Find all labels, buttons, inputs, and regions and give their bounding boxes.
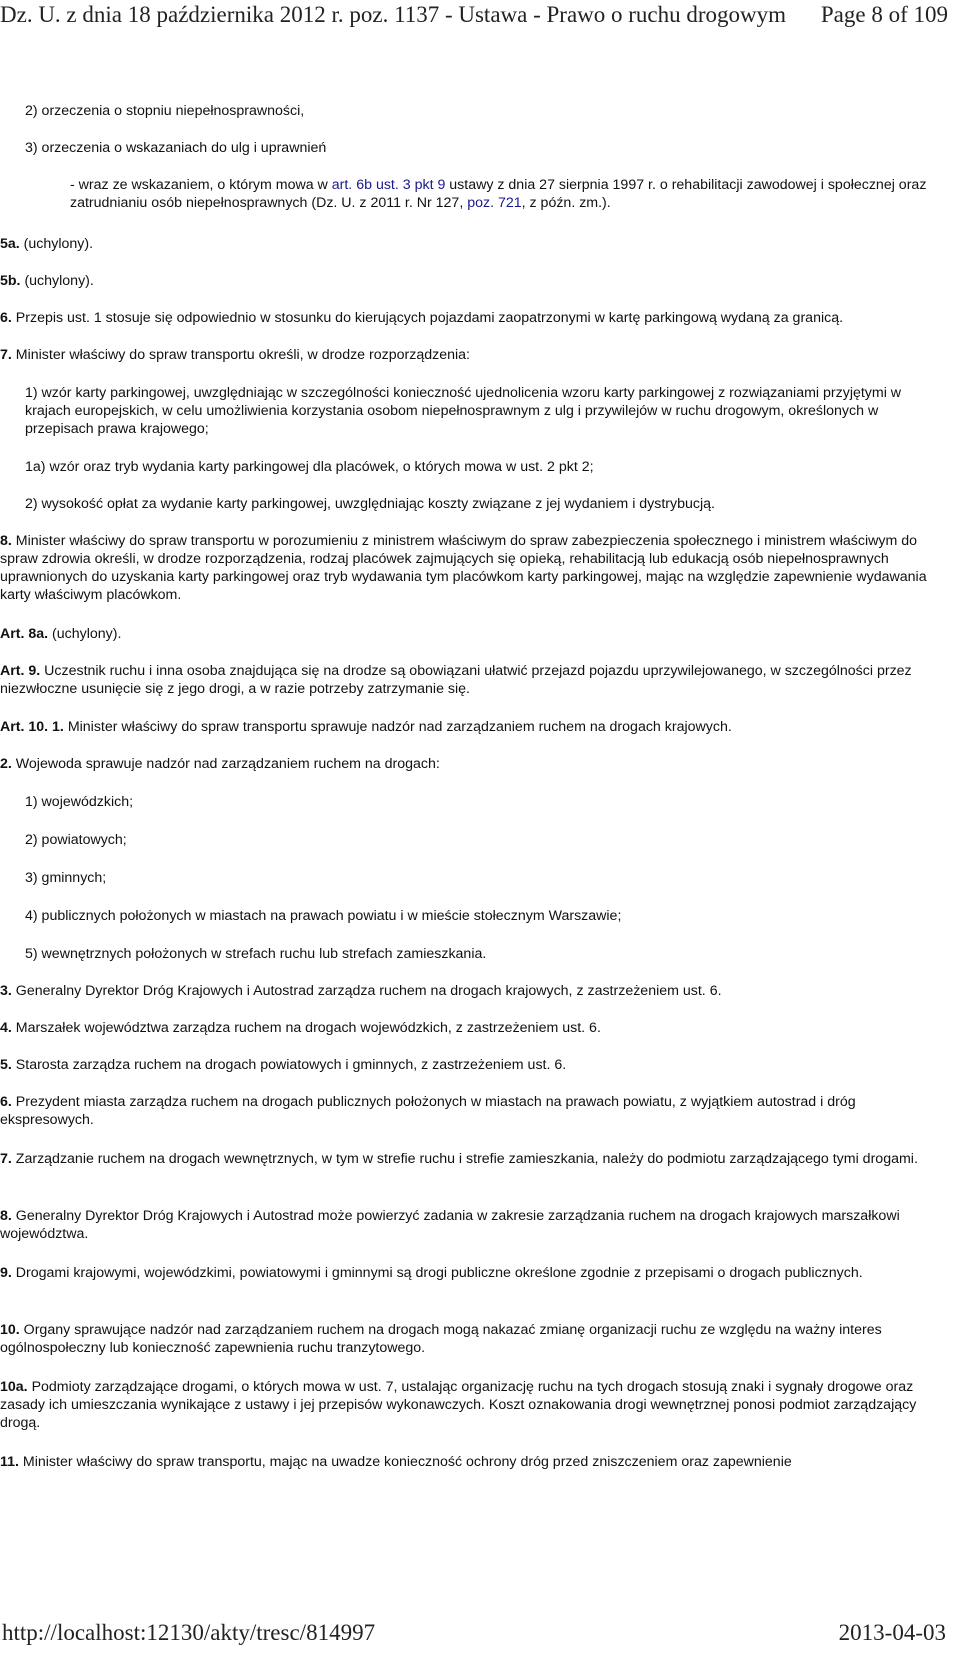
list-item: 4) publicznych położonych w miastach na prawach powiatu i w mieście stołecznym Warszawie; — [25, 908, 622, 924]
paragraph-number: 7. — [0, 347, 12, 363]
link-ust-3-pkt-9[interactable]: ust. 3 pkt 9 — [375, 177, 446, 193]
text: ustawy z dnia 27 sierpnia 1997 r. o rehabilitacji zawodowej i społecznej oraz zatrudnianiu osób niepełnosprawnych (Dz. U. z 2011 r. Nr 127, — [70, 177, 927, 211]
page-number: Page 8 of 109 — [820, 2, 948, 27]
text: - wraz ze wskazaniem, o którym mowa w — [70, 177, 332, 193]
paragraph-text: Zarządzanie ruchem na drogach wewnętrznych, w tym w strefie ruchu i strefie zamieszkania, należy do podmiotu zarządzającego tymi drogami. — [11, 1151, 918, 1167]
link-poz-721[interactable]: poz. 721 — [467, 195, 522, 211]
document-title: Dz. U. z dnia 18 października 2012 r. poz. 1137 - Ustawa - Prawo o ruchu drogowym — [0, 2, 787, 27]
paragraph-number: 11. — [0, 1454, 19, 1470]
list-item: 2) powiatowych; — [25, 832, 127, 848]
paragraph-number: 8. — [0, 533, 12, 549]
paragraph-text: Prezydent miasta zarządza ruchem na drogach publicznych położonych w miastach na prawach powiatu, z wyjątkiem autostrad i dróg ekspresowych. — [0, 1094, 856, 1128]
paragraph-text: Organy sprawujące nadzór nad zarządzaniem ruchem na drogach mogą nakazać zmianę organizacji ruchu ze względu na ważny interes ogólnospołeczny lub konieczność zapewnienia ruchu tranzytowego. — [0, 1322, 882, 1356]
paragraph-10-2 — [0, 755, 945, 773]
paragraph-number: 7. — [0, 1151, 12, 1167]
paragraph-text: Minister właściwy do spraw transportu, mając na uwadze konieczność ochrony dróg przed zniszczeniem oraz zapewnienie — [18, 1454, 792, 1470]
article-10 — [0, 718, 945, 736]
list-item: 1) wojewódzkich; — [25, 794, 134, 810]
paragraph-text: Przepis ust. 1 stosuje się odpowiednio w stosunku do kierujących pojazdami zaopatrzonymi w kartę parkingową wydaną za granicą. — [11, 310, 844, 326]
paragraph-number: 6. — [0, 1094, 12, 1110]
paragraph-10-6 — [0, 1093, 945, 1129]
paragraph-text: Generalny Dyrektor Dróg Krajowych i Autostrad zarządza ruchem na drogach krajowych, z zastrzeżeniem ust. 6. — [11, 983, 722, 999]
paragraph-number: 5. — [0, 1057, 12, 1073]
print-date: 2013-04-03 — [838, 1620, 946, 1645]
paragraph-wraz — [70, 176, 945, 212]
article-number: Art. 9. — [0, 663, 41, 679]
paragraph-number: 9. — [0, 1265, 12, 1281]
paragraph-8 — [0, 532, 945, 604]
text: , z późn. zm.). — [521, 195, 611, 211]
paragraph-number: 10a. — [0, 1379, 28, 1395]
paragraph-number: 5b. — [0, 273, 21, 289]
paragraph-10-5 — [0, 1056, 945, 1074]
paragraph-number: 3. — [0, 983, 12, 999]
page-footer — [0, 1620, 960, 1646]
paragraph-text: Drogami krajowymi, wojewódzkimi, powiatowymi i gminnymi są drogi publiczne określone zgodnie z przepisami o drogach publicznych. — [11, 1265, 863, 1281]
page-header — [0, 2, 960, 28]
article-8a — [0, 625, 945, 643]
paragraph-text: Minister właściwy do spraw transportu określi, w drodze rozporządzenia: — [11, 347, 470, 363]
paragraph-10-3 — [0, 982, 945, 1000]
paragraph-number: 5a. — [0, 236, 20, 252]
list-item: 3) orzeczenia o wskazaniach do ulg i uprawnień — [25, 140, 327, 156]
paragraph-10-4 — [0, 1019, 945, 1037]
paragraph-text: Wojewoda sprawuje nadzór nad zarządzaniem ruchem na drogach: — [11, 756, 440, 772]
paragraph-7 — [0, 346, 945, 364]
paragraph-10-11 — [0, 1453, 945, 1471]
paragraph-text: (uchylony). — [19, 236, 94, 252]
list-item: 2) orzeczenia o stopniu niepełnosprawności, — [25, 103, 305, 119]
paragraph-number: 10. — [0, 1322, 20, 1338]
paragraph-10-8 — [0, 1207, 945, 1243]
paragraph-10-10a — [0, 1378, 945, 1432]
paragraph-number: 6. — [0, 310, 12, 326]
paragraph-5b — [0, 272, 945, 290]
paragraph-text: Starosta zarządza ruchem na drogach powiatowych i gminnych, z zastrzeżeniem ust. 6. — [11, 1057, 567, 1073]
paragraph-text: Podmioty zarządzające drogami, o których mowa w ust. 7, ustalając organizację ruchu na tych drogach stosują znaki i sygnały drogowe oraz zasady ich umieszczania wynikające z ustawy i jej przepisów wykonawczych. Koszt oznakowania drogi wewnętrznej ponosi podmiot zarządzający drogą. — [0, 1379, 917, 1431]
article-text: Uczestnik ruchu i inna osoba znajdująca się na drodze są obowiązani ułatwić przejazd pojazdu uprzywilejowanego, w szczególności przez niezwłoczne usunięcie się z jego drogi, a w razie potrzeby zatrzymanie się. — [0, 663, 912, 697]
list-item: 1) wzór karty parkingowej, uwzględniając w szczególności konieczność ujednolicenia wzoru karty parkingowej z rozwiązaniami przyjętymi w krajach europejskich, w celu umożliwienia korzystania osobom niepełnosprawnym z ulg i przywilejów w ruchu drogowym, określonych w przepisach prawa krajowego; — [25, 385, 902, 437]
article-text: (uchylony). — [48, 626, 122, 642]
link-art-6b[interactable]: art. 6b — [331, 177, 372, 193]
paragraph-text: Generalny Dyrektor Dróg Krajowych i Autostrad może powierzyć zadania w zakresie zarządzania ruchem na drogach krajowych marszałkowi województwa. — [0, 1208, 900, 1242]
document-url: http://localhost:12130/akty/tresc/814997 — [2, 1620, 376, 1645]
paragraph-text: (uchylony). — [20, 273, 94, 289]
list-item: 5) wewnętrznych położonych w strefach ruchu lub strefach zamieszkania. — [25, 946, 487, 962]
paragraph-10-7 — [0, 1150, 945, 1168]
paragraph-6 — [0, 309, 945, 327]
article-text: Minister właściwy do spraw transportu sprawuje nadzór nad zarządzaniem ruchem na drogach krajowych. — [63, 719, 732, 735]
paragraph-5a — [0, 235, 945, 253]
article-number: Art. 10. 1. — [0, 719, 64, 735]
paragraph-number: 8. — [0, 1208, 12, 1224]
paragraph-10-9 — [0, 1264, 945, 1282]
list-item: 2) wysokość opłat za wydanie karty parkingowej, uwzględniając koszty związane z jej wydaniem i dystrybucją. — [25, 496, 715, 512]
list-item: 1a) wzór oraz tryb wydania karty parkingowej dla placówek, o których mowa w ust. 2 pkt 2; — [25, 459, 594, 475]
paragraph-text: Marszałek województwa zarządza ruchem na drogach wojewódzkich, z zastrzeżeniem ust. 6. — [11, 1020, 601, 1036]
paragraph-10-10 — [0, 1321, 945, 1357]
paragraph-number: 4. — [0, 1020, 12, 1036]
paragraph-text: Minister właściwy do spraw transportu w porozumieniu z ministrem właściwym do spraw zabezpieczenia społecznego i ministrem właściwym do spraw zdrowia określi, w drodze rozporządzenia, rodzaj placówek zajmujących się opieką, rehabilitacją lub edukacją osób niepełnosprawnych uprawnionych do uzyskania karty parkingowej oraz tryb wydawania tym placówkom karty parkingowej, mając na względzie zapewnienie wydawania karty właściwym placówkom. — [0, 533, 927, 603]
paragraph-number: 2. — [0, 756, 12, 772]
article-number: Art. 8a. — [0, 626, 49, 642]
article-9 — [0, 662, 945, 698]
list-item: 3) gminnych; — [25, 870, 107, 886]
